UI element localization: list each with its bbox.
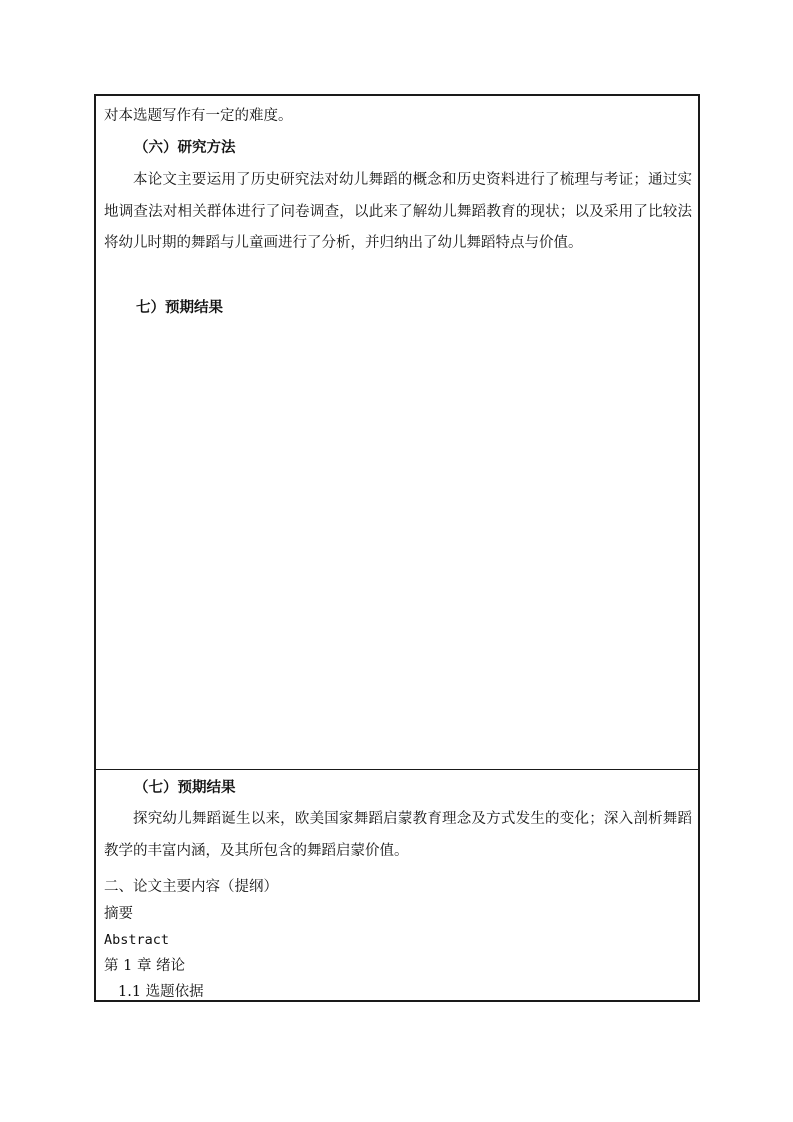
form-table: [94, 94, 700, 1002]
outline-item-chapter-1: 第 1 章 绪论: [104, 958, 186, 974]
table-row-divider: [96, 769, 698, 770]
outline-item-abstract-en: Abstract: [104, 932, 170, 948]
outline-item-1-1: 1.1 选题依据: [118, 984, 204, 1000]
heading-expected-results-partial: 七）预期结果: [136, 299, 223, 316]
outline-item-abstract-cn: 摘要: [104, 906, 133, 922]
heading-expected-results: （七）预期结果: [134, 779, 236, 796]
continuation-text: 对本选题写作有一定的难度。: [104, 108, 293, 124]
heading-research-methods: （六）研究方法: [134, 139, 236, 156]
outline-heading: 二、论文主要内容（提纲）: [104, 879, 278, 895]
results-paragraph: 探究幼儿舞蹈诞生以来，欧美国家舞蹈启蒙教育理念及方式发生的变化；深入剖析舞蹈教学的丰富内涵，及其所包含的舞蹈启蒙价值。: [104, 811, 692, 859]
methods-paragraph: 本论文主要运用了历史研究法对幼儿舞蹈的概念和历史资料进行了梳理与考证；通过实地调查法对相关群体进行了问卷调查，以此来了解幼儿舞蹈教育的现状；以及采用了比较法将幼儿时期的舞蹈与儿童画进行了分析，并归纳出了幼儿舞蹈特点与价值。: [104, 172, 692, 251]
